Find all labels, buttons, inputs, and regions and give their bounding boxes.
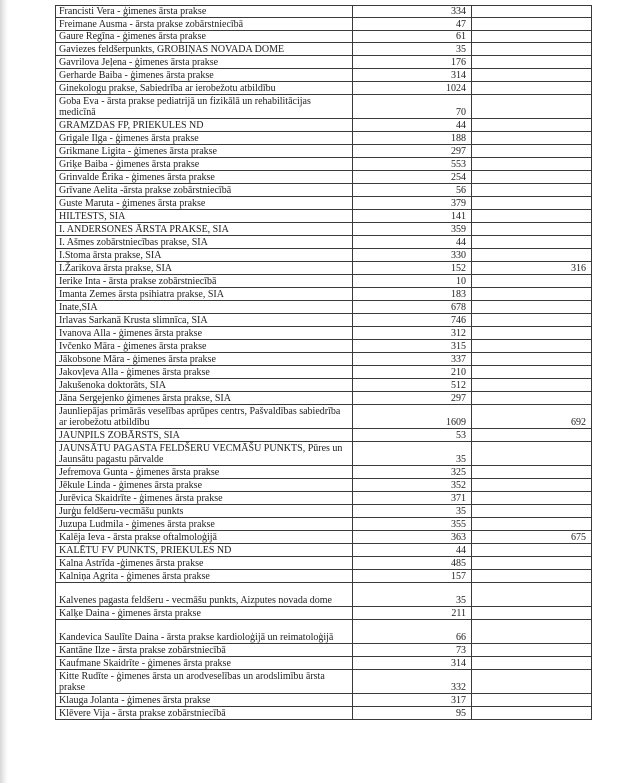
institution-name-cell: Juzupa Ludmila - ģimenes ārsta prakse	[56, 518, 353, 531]
value-cell: 44	[353, 236, 472, 249]
value-cell: 371	[353, 492, 472, 505]
secondary-value-cell	[472, 505, 592, 518]
secondary-value-cell: 316	[472, 262, 592, 275]
secondary-value-cell	[472, 479, 592, 492]
value-cell: 157	[353, 570, 472, 583]
institution-name-cell: Kaufmane Skaidrīte - ģimenes ārsta prakse	[56, 657, 353, 670]
institution-name-cell: Jaunliepājas primārās veselības aprūpes centrs, Pašvaldības sabiedrība ar ierobežotu atbildību	[56, 405, 353, 429]
table-row	[56, 429, 592, 442]
institution-name-cell: Kantāne Ilze - ārsta prakse zobārstniecībā	[56, 644, 353, 657]
secondary-value-cell: 675	[472, 531, 592, 544]
table-row	[56, 249, 592, 262]
table-row	[56, 379, 592, 392]
table-row	[56, 31, 592, 43]
secondary-value-cell	[472, 236, 592, 249]
table-row	[56, 694, 592, 707]
table-row	[56, 171, 592, 184]
table-row	[56, 531, 592, 544]
table-row	[56, 544, 592, 557]
secondary-value-cell	[472, 694, 592, 707]
table-row	[56, 301, 592, 314]
value-cell: 553	[353, 158, 472, 171]
secondary-value-cell: 692	[472, 405, 592, 429]
secondary-value-cell	[472, 607, 592, 620]
value-cell: 183	[353, 288, 472, 301]
value-cell: 330	[353, 249, 472, 262]
institution-name-cell: Jurģu feldšeru-vecmāšu punkts	[56, 505, 353, 518]
value-cell: 297	[353, 392, 472, 405]
secondary-value-cell	[472, 69, 592, 82]
institution-name-cell: Guste Maruta - ģimenes ārsta prakse	[56, 197, 353, 210]
secondary-value-cell	[472, 56, 592, 69]
secondary-value-cell	[472, 644, 592, 657]
table-row	[56, 69, 592, 82]
value-cell: 315	[353, 340, 472, 353]
institution-name-cell: Grikmane Ligita - ģimenes ārsta prakse	[56, 145, 353, 158]
institution-name-cell: Klauga Jolanta - ģimenes ārsta prakse	[56, 694, 353, 707]
secondary-value-cell	[472, 223, 592, 236]
value-cell: 1024	[353, 82, 472, 95]
table-row	[56, 43, 592, 56]
table-row	[56, 405, 592, 429]
value-cell: 10	[353, 275, 472, 288]
institution-name-cell: JAUNPILS ZOBĀRSTS, SIA	[56, 429, 353, 442]
secondary-value-cell	[472, 314, 592, 327]
institution-name-cell: Kandevica Saulīte Daina - ārsta prakse kardioloģijā un reimatoloģijā	[56, 620, 353, 644]
value-cell: 363	[353, 531, 472, 544]
institution-name-cell: Francisti Vera - ģimenes ārsta prakse	[56, 6, 353, 18]
secondary-value-cell	[472, 327, 592, 340]
secondary-value-cell	[472, 670, 592, 694]
secondary-value-cell	[472, 301, 592, 314]
institution-name-cell: Jēkule Linda - ģimenes ārsta prakse	[56, 479, 353, 492]
institution-name-cell: Jakovļeva Alla - ģimenes ārsta prakse	[56, 366, 353, 379]
institution-name-cell: Grīvane Aelita -ārsta prakse zobārstniecībā	[56, 184, 353, 197]
value-cell: 678	[353, 301, 472, 314]
secondary-value-cell	[472, 620, 592, 644]
value-cell: 35	[353, 583, 472, 607]
secondary-value-cell	[472, 340, 592, 353]
secondary-value-cell	[472, 95, 592, 119]
institution-name-cell: Ivčenko Māra - ģimenes ārsta prakse	[56, 340, 353, 353]
value-cell: 66	[353, 620, 472, 644]
table-row	[56, 492, 592, 505]
table-row	[56, 184, 592, 197]
secondary-value-cell	[472, 657, 592, 670]
institution-name-cell: JAUNSĀTU PAGASTA FELDŠERU VECMĀŠU PUNKTS, Pūres un Jaunsātu pagastu pārvalde	[56, 442, 353, 466]
secondary-value-cell	[472, 18, 592, 31]
institution-name-cell: Jākobsone Māra - ģimenes ārsta prakse	[56, 353, 353, 366]
institution-name-cell: Ierike Inta - ārsta prakse zobārstniecībā	[56, 275, 353, 288]
value-cell: 314	[353, 69, 472, 82]
value-cell: 352	[353, 479, 472, 492]
institution-name-cell: Kalna Astrīda -ģimenes ārsta prakse	[56, 557, 353, 570]
institution-name-cell: Klēvere Vija - ārsta prakse zobārstniecībā	[56, 707, 353, 720]
value-cell: 152	[353, 262, 472, 275]
secondary-value-cell	[472, 82, 592, 95]
institution-name-cell: Imanta Zemes ārsta psihiatra prakse, SIA	[56, 288, 353, 301]
table-row	[56, 56, 592, 69]
institution-table	[55, 5, 592, 720]
institution-name-cell: Jāna Sergejenko ģimenes ārsta prakse, SIA	[56, 392, 353, 405]
value-cell: 332	[353, 670, 472, 694]
secondary-value-cell	[472, 119, 592, 132]
secondary-value-cell	[472, 275, 592, 288]
secondary-value-cell	[472, 379, 592, 392]
institution-name-cell: Grinvalde Ērika - ģimenes ārsta prakse	[56, 171, 353, 184]
value-cell: 325	[353, 466, 472, 479]
table-row	[56, 6, 592, 18]
table-row	[56, 314, 592, 327]
table-row	[56, 288, 592, 301]
institution-name-cell: Gavrilova Jeļena - ģimenes ārsta prakse	[56, 56, 353, 69]
table-row	[56, 340, 592, 353]
table-row	[56, 197, 592, 210]
table-row	[56, 158, 592, 171]
table-row	[56, 132, 592, 145]
value-cell: 746	[353, 314, 472, 327]
value-cell: 44	[353, 544, 472, 557]
institution-name-cell: I.Žarikova ārsta prakse, SIA	[56, 262, 353, 275]
table-row	[56, 570, 592, 583]
value-cell: 35	[353, 43, 472, 56]
table-row	[56, 707, 592, 720]
secondary-value-cell	[472, 184, 592, 197]
table-row	[56, 119, 592, 132]
value-cell: 485	[353, 557, 472, 570]
table-body	[56, 6, 592, 720]
table-row	[56, 262, 592, 275]
secondary-value-cell	[472, 544, 592, 557]
secondary-value-cell	[472, 570, 592, 583]
value-cell: 56	[353, 184, 472, 197]
secondary-value-cell	[472, 492, 592, 505]
table-row	[56, 442, 592, 466]
secondary-value-cell	[472, 442, 592, 466]
table-row	[56, 82, 592, 95]
institution-name-cell: Kalniņa Agrita - ģimenes ārsta prakse	[56, 570, 353, 583]
value-cell: 210	[353, 366, 472, 379]
table-row	[56, 466, 592, 479]
table-row	[56, 236, 592, 249]
table-row	[56, 620, 592, 644]
value-cell: 379	[353, 197, 472, 210]
table-row	[56, 657, 592, 670]
value-cell: 211	[353, 607, 472, 620]
table-row	[56, 275, 592, 288]
institution-name-cell: Inate,SIA	[56, 301, 353, 314]
institution-name-cell: Ginekologu prakse, Sabiedrība ar ierobežotu atbildību	[56, 82, 353, 95]
secondary-value-cell	[472, 288, 592, 301]
value-cell: 53	[353, 429, 472, 442]
institution-name-cell: KALĒTU FV PUNKTS, PRIEKULES ND	[56, 544, 353, 557]
institution-name-cell: I. ANDERSONES ĀRSTA PRAKSE, SIA	[56, 223, 353, 236]
secondary-value-cell	[472, 197, 592, 210]
secondary-value-cell	[472, 43, 592, 56]
value-cell: 314	[353, 657, 472, 670]
secondary-value-cell	[472, 366, 592, 379]
table-row	[56, 583, 592, 607]
table-row	[56, 18, 592, 31]
table-row	[56, 145, 592, 158]
value-cell: 359	[353, 223, 472, 236]
table-row	[56, 505, 592, 518]
value-cell: 188	[353, 132, 472, 145]
secondary-value-cell	[472, 707, 592, 720]
value-cell: 512	[353, 379, 472, 392]
institution-name-cell: Ivanova Alla - ģimenes ārsta prakse	[56, 327, 353, 340]
institution-name-cell: I. Ašmes zobārstniecības prakse, SIA	[56, 236, 353, 249]
value-cell: 44	[353, 119, 472, 132]
table-row	[56, 223, 592, 236]
institution-name-cell: Jefremova Gunta - ģimenes ārsta prakse	[56, 466, 353, 479]
table-row	[56, 518, 592, 531]
table-row	[56, 392, 592, 405]
institution-name-cell: Gaviezes feldšerpunkts, GROBIŅAS NOVADA DOME	[56, 43, 353, 56]
secondary-value-cell	[472, 518, 592, 531]
secondary-value-cell	[472, 210, 592, 223]
table-row	[56, 557, 592, 570]
secondary-value-cell	[472, 31, 592, 43]
value-cell: 176	[353, 56, 472, 69]
institution-name-cell: Grigale Ilga - ģimenes ārsta prakse	[56, 132, 353, 145]
value-cell: 334	[353, 6, 472, 18]
scan-page-edge	[0, 0, 8, 783]
value-cell: 317	[353, 694, 472, 707]
secondary-value-cell	[472, 158, 592, 171]
institution-name-cell: HILTESTS, SIA	[56, 210, 353, 223]
secondary-value-cell	[472, 353, 592, 366]
value-cell: 73	[353, 644, 472, 657]
institution-name-cell: Kalķe Daina - ģimenes ārsta prakse	[56, 607, 353, 620]
table-row	[56, 353, 592, 366]
value-cell: 312	[353, 327, 472, 340]
secondary-value-cell	[472, 557, 592, 570]
table-row	[56, 479, 592, 492]
secondary-value-cell	[472, 145, 592, 158]
secondary-value-cell	[472, 132, 592, 145]
secondary-value-cell	[472, 466, 592, 479]
value-cell: 355	[353, 518, 472, 531]
institution-name-cell: Freimane Ausma - ārsta prakse zobārstniecībā	[56, 18, 353, 31]
institution-name-cell: Kalvenes pagasta feldšeru - vecmāšu punkts, Aizputes novada dome	[56, 583, 353, 607]
table-row	[56, 366, 592, 379]
value-cell: 70	[353, 95, 472, 119]
table-row	[56, 644, 592, 657]
table-row	[56, 607, 592, 620]
value-cell: 297	[353, 145, 472, 158]
secondary-value-cell	[472, 392, 592, 405]
institution-name-cell: I.Stoma ārsta prakse, SIA	[56, 249, 353, 262]
institution-name-cell: Kalēja Ieva - ārsta prakse oftalmoloģijā	[56, 531, 353, 544]
institution-name-cell: Kitte Rudīte - ģimenes ārsta un arodveselības un arodslimību ārsta prakse	[56, 670, 353, 694]
institution-name-cell: Goba Eva - ārsta prakse pediatrijā un fizikālā un rehabilitācijas medicīnā	[56, 95, 353, 119]
institution-name-cell: Griķe Baiba - ģimenes ārsta prakse	[56, 158, 353, 171]
table-row	[56, 210, 592, 223]
institution-name-cell: Irlavas Sarkanā Krusta slimnīca, SIA	[56, 314, 353, 327]
institution-name-cell: Jurēvica Skaidrīte - ģimenes ārsta prakse	[56, 492, 353, 505]
secondary-value-cell	[472, 249, 592, 262]
secondary-value-cell	[472, 6, 592, 18]
secondary-value-cell	[472, 583, 592, 607]
institution-name-cell: Jakušenoka doktorāts, SIA	[56, 379, 353, 392]
value-cell: 35	[353, 505, 472, 518]
value-cell: 47	[353, 18, 472, 31]
institution-name-cell: Gerharde Baiba - ģimenes ārsta prakse	[56, 69, 353, 82]
institution-name-cell: GRAMZDAS FP, PRIEKULES ND	[56, 119, 353, 132]
secondary-value-cell	[472, 429, 592, 442]
table-row	[56, 670, 592, 694]
value-cell: 61	[353, 31, 472, 43]
value-cell: 35	[353, 442, 472, 466]
value-cell: 337	[353, 353, 472, 366]
value-cell: 141	[353, 210, 472, 223]
table-row	[56, 95, 592, 119]
value-cell: 1609	[353, 405, 472, 429]
value-cell: 254	[353, 171, 472, 184]
institution-name-cell: Gaure Regīna - ģimenes ārsta prakse	[56, 31, 353, 43]
value-cell: 95	[353, 707, 472, 720]
secondary-value-cell	[472, 171, 592, 184]
table-row	[56, 327, 592, 340]
